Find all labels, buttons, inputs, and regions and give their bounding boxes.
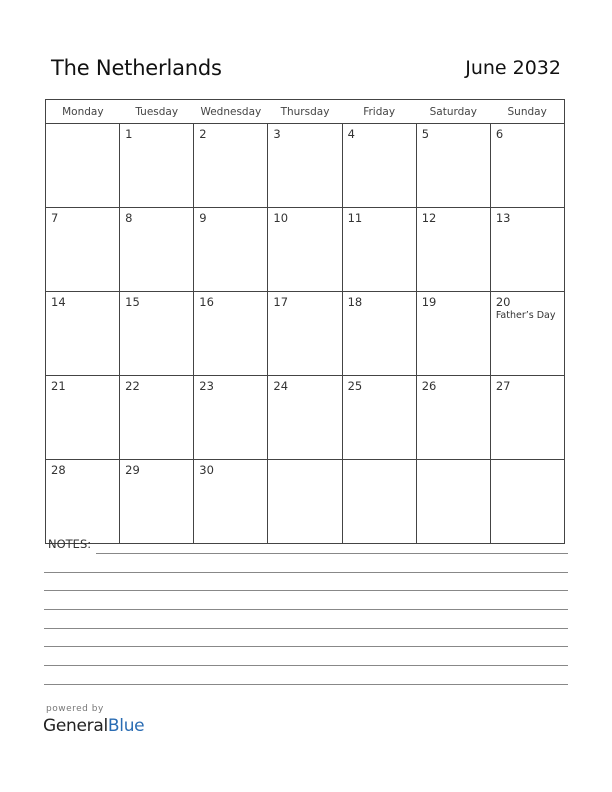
day-number: 22 [125,379,140,393]
calendar-day-cell [416,460,490,544]
calendar-day-cell [490,460,564,544]
note-line [44,572,568,573]
calendar-day-cell [490,376,564,460]
calendar-day-cell [268,208,342,292]
note-line [44,665,568,666]
calendar-week-row [46,124,565,208]
month-year-label: June 2032 [465,57,561,79]
day-number: 19 [421,295,437,309]
calendar-day-cell [46,460,120,544]
weekday-header: Thursday [268,100,342,124]
calendar-title: The Netherlands [51,56,222,80]
day-number: 4 [347,127,355,141]
weekday-header: Friday [342,100,416,124]
weekday-header: Tuesday [120,100,194,124]
day-number: 29 [125,463,140,477]
calendar-day-cell [194,376,268,460]
holiday-label: Father’s Day [495,310,556,321]
calendar-day-cell [120,124,194,208]
day-number: 5 [421,127,430,141]
calendar-day-cell [268,460,342,544]
calendar-day-cell [194,292,268,376]
calendar-day-cell [46,376,120,460]
notes-label: NOTES: [48,537,92,551]
brand-general-text: General [43,716,108,736]
calendar-day-cell [268,292,342,376]
weekday-header: Monday [46,100,120,124]
day-number: 7 [51,211,59,225]
calendar-day-cell [268,376,342,460]
weekday-header: Saturday [416,100,490,124]
calendar-day-cell [120,376,194,460]
day-number: 28 [51,463,66,477]
day-number: 2 [199,127,207,141]
calendar-day-cell [46,292,120,376]
day-number: 1 [125,127,133,141]
day-number: 20 [495,295,511,309]
calendar-week-row [46,376,565,460]
calendar-day-cell [342,460,416,544]
day-number: 25 [347,379,363,393]
day-number: 30 [199,463,214,477]
calendar-day-cell [194,460,268,544]
calendar-day-cell [490,124,564,208]
calendar-day-cell [342,208,416,292]
day-number: 8 [125,211,133,225]
note-line [44,590,568,591]
powered-by-label: powered by [46,704,104,714]
day-number: 17 [273,295,289,309]
calendar-day-cell [120,460,194,544]
calendar-grid [45,99,565,544]
day-number: 21 [51,379,66,393]
day-number: 23 [199,379,214,393]
calendar-day-cell [120,292,194,376]
day-number: 3 [273,127,281,141]
day-number: 10 [273,211,289,225]
note-line [96,553,568,554]
calendar-day-cell [268,124,342,208]
day-number: 14 [51,295,66,309]
calendar-week-row [46,208,565,292]
weekday-header: Sunday [490,100,564,124]
calendar-day-cell [194,208,268,292]
brand-blue-text: Blue [107,716,145,736]
note-line [44,628,568,629]
day-number: 26 [421,379,437,393]
calendar-day-cell [490,208,564,292]
note-line [44,609,568,610]
day-number: 12 [421,211,437,225]
calendar-day-cell [416,124,490,208]
day-number: 24 [273,379,289,393]
calendar-week-row [46,460,565,544]
calendar-week-row [46,292,565,376]
day-number: 27 [495,379,511,393]
calendar-day-cell [194,124,268,208]
generalblue-logo [43,716,144,736]
day-number: 6 [495,127,504,141]
calendar-day-cell [342,292,416,376]
weekday-header-row [46,100,565,124]
calendar-day-cell [342,124,416,208]
calendar-day-cell [416,208,490,292]
day-number: 15 [125,295,140,309]
calendar-day-cell [120,208,194,292]
calendar-day-cell [416,376,490,460]
day-number: 16 [199,295,214,309]
day-number: 9 [199,211,207,225]
note-line [44,646,568,647]
day-number: 11 [347,211,363,225]
day-number: 13 [495,211,511,225]
note-line [44,684,568,685]
calendar-day-cell [342,376,416,460]
calendar-day-cell [46,208,120,292]
calendar-day-cell [46,124,120,208]
weekday-header: Wednesday [194,100,268,124]
day-number: 18 [347,295,363,309]
calendar-body [46,124,565,544]
calendar-day-cell [416,292,490,376]
calendar-day-cell [490,292,564,376]
